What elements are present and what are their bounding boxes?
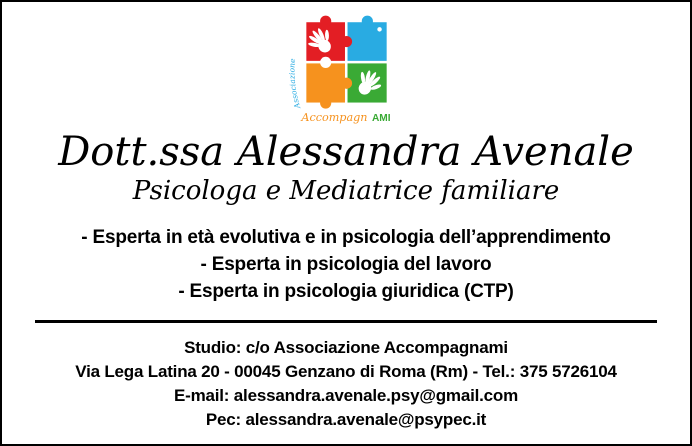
divider	[35, 320, 657, 323]
puzzle-dot	[377, 27, 381, 31]
logo-wordmark-ami: AMI	[371, 112, 391, 124]
puzzle-knob	[320, 16, 331, 27]
logo-wordmark	[300, 107, 390, 125]
expertise-item: - Esperta in età evolutiva e in psicologia dell’apprendimento	[81, 226, 611, 248]
contact-block	[75, 336, 617, 432]
expertise-list	[81, 224, 610, 305]
puzzle-knob	[341, 78, 352, 89]
contact-address: Via Lega Latina 20 - 00045 Genzano di Roma (Rm) - Tel.: 375 5726104	[75, 361, 617, 381]
puzzle-hole	[320, 57, 331, 68]
contact-studio: Studio: c/o Associazione Accompagnami	[184, 337, 508, 357]
puzzle-knob	[320, 97, 331, 108]
person-name: Dott.ssa Alessandra Avenale	[58, 129, 634, 175]
logo-arc-text: Associazione	[287, 57, 303, 110]
puzzle-knob	[341, 36, 352, 47]
logo-wordmark-script: Accompagn	[301, 110, 368, 124]
expertise-item: - Esperta in psicologia del lavoro	[200, 253, 492, 275]
puzzle-knob	[362, 16, 373, 27]
contact-pec: Pec: alessandra.avenale@psypec.it	[205, 409, 487, 429]
contact-email: E-mail: alessandra.avenale.psy@gmail.com	[173, 385, 518, 405]
expertise-item: - Esperta in psicologia giuridica (CTP)	[178, 280, 514, 302]
person-title: Psicologa e Mediatrice familiare	[132, 176, 560, 206]
puzzle-piece-orange	[306, 63, 345, 102]
accompagnami-logo	[285, 12, 407, 126]
